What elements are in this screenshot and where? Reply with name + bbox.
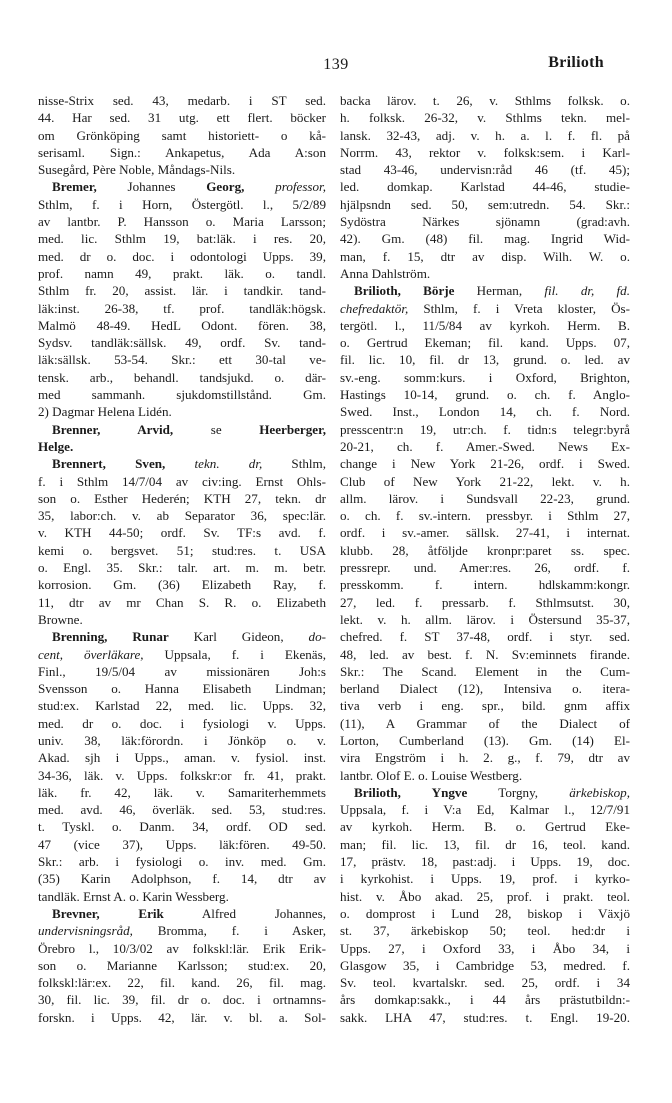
text-line (38, 732, 326, 749)
text-line (38, 940, 326, 957)
entry-text: f. i Sthlm 14/7/04 av civ:ing. Ernst Ohls- (38, 473, 326, 489)
text-line (38, 922, 326, 939)
text-line (38, 957, 326, 974)
entry-text: serisaml. Sign.: Ankapetus, Ada A:son (38, 144, 326, 160)
text-line (340, 438, 630, 455)
entry-text: Uppsala, f. i Ekenäs, (143, 646, 326, 662)
entry-text: med. dr o. doc. i fysiologi v. Upps. (38, 715, 326, 731)
entry-text: av kyrkoh. Herm. B. o. Gertrud Eke- (340, 819, 630, 835)
text-line (38, 542, 326, 559)
text-line (340, 369, 630, 386)
entry-text: Upps. 27, i Oxford 33, i Åbo 34, i (340, 940, 630, 956)
entry-text: 17, prästv. 18, past:adj. i Upps. 19, doc. (340, 854, 630, 870)
text-line (38, 92, 326, 109)
text-line (340, 317, 630, 334)
text-line (38, 611, 326, 628)
entry-text: om Grönköping samt historiett- o kå- (38, 127, 326, 143)
text-line (340, 732, 630, 749)
entry-title: tekn. dr, (165, 456, 263, 472)
entry-text: med. lic. Sthlm 19, bat:läk. i res. 20, (38, 231, 326, 247)
entry-text: Browne. (38, 611, 83, 627)
text-line (38, 697, 326, 714)
entry-text: års domkap:sakk., i 44 års prästutbildn:- (340, 992, 630, 1008)
entry-text: korrosion. Gm. (36) Elizabeth Ray, f. (38, 577, 326, 593)
right-column (340, 92, 630, 1026)
entry-text: sv.-eng. somm:kurs. i Oxford, Brighton, (340, 369, 630, 385)
text-line (38, 524, 326, 541)
entry-text: Sv. teol. kvartalskr. sed. 25, ordf. i 34 (340, 975, 630, 991)
text-line (38, 317, 326, 334)
entry-text: 34-36, läk. v. Upps. folkskr:or fr. 41, prakt. (38, 767, 326, 783)
text-line (38, 646, 326, 663)
entry-text: 42). Gm. (48) fil. mag. Ingrid Wid- (340, 231, 630, 247)
entry-text: tensk. arb., behandl. tandsjukd. o. där- (38, 369, 326, 385)
text-line (38, 213, 326, 230)
entry-text: stad 43-46, undervisn:råd 46 (tf. 45); (340, 162, 630, 178)
entry-title: chefredaktör, (340, 300, 409, 316)
entry-title: professor, (244, 179, 326, 195)
entry-text: Swed. Inst., London 14, ch. f. Nord. (340, 404, 630, 420)
entry-text: vira Engström i h. 2. g., f. 79, dtr av (340, 750, 630, 766)
text-line (38, 230, 326, 247)
entry-text: t. Tyskl. o. Danm. 34, ordf. OD sed. (38, 819, 326, 835)
entry-text: Bromma, f. i Asker, (132, 923, 326, 939)
text-line (340, 265, 630, 282)
text-line (38, 715, 326, 732)
text-line (38, 248, 326, 265)
text-line (38, 628, 326, 645)
text-line (340, 853, 630, 870)
entry-text: Svensson o. Hanna Elisabeth Lindman; (38, 681, 326, 697)
entry-text: Hastings 10-14, grund. o. ch. f. Anglo- (340, 387, 630, 403)
entry-text: läk:inst. 26-38, tf. prof. tandläk:högsk. (38, 300, 326, 316)
entry-text: o. domprost i Lund 28, biskop i Växjö (340, 905, 630, 921)
text-line (38, 991, 326, 1008)
text-line (38, 576, 326, 593)
text-line (38, 265, 326, 282)
text-line (38, 870, 326, 887)
text-line (340, 905, 630, 922)
entry-text: Sydöstra Närkes sjönamn (grad:avh. (340, 214, 630, 230)
text-line (340, 646, 630, 663)
entry-text: Alfred Johannes, (163, 905, 326, 921)
entry-name: Brilioth, Börje (354, 283, 455, 299)
entry-text: (11), A Grammar of the Dialect of (340, 715, 630, 731)
entry-text: son o. Marianne Karlsson; stud:ex. 20, (38, 957, 326, 973)
entry-text: stud:ex. Karlstad 22, med. lic. Upps. 32, (38, 698, 326, 714)
text-line (340, 594, 630, 611)
text-line (38, 818, 326, 835)
entry-text: Malmö 48-49. HedL Odont. fören. 38, (38, 317, 326, 333)
text-line (340, 922, 630, 939)
entry-text: Susegård, Père Noble, Måndags-Nils. (38, 162, 236, 178)
text-line (38, 351, 326, 368)
text-line (38, 680, 326, 697)
entry-text: o. ch. f. sv.-intern. pressbyr. i Sthlm 27, (340, 508, 630, 524)
text-line (340, 957, 630, 974)
text-line (38, 161, 326, 178)
entry-text: change i New York 21-26, ordf. i Swed. (340, 456, 630, 472)
text-line (38, 334, 326, 351)
text-line (38, 1009, 326, 1026)
entry-text: folkskl:lär:ex. 22, fil. kand. 26, fil. mag. (38, 975, 326, 991)
entry-text: 30, fil. lic. 39, fil. dr o. doc. i ortnamns- (38, 992, 326, 1008)
text-line (38, 749, 326, 766)
entry-text: Torgny, (467, 784, 539, 800)
text-line (38, 663, 326, 680)
text-line (38, 594, 326, 611)
text-line (340, 490, 630, 507)
text-line (340, 576, 630, 593)
text-line (340, 127, 630, 144)
entry-text: o. Engl. 35. Skr.: talr. art. m. m. betr. (38, 560, 326, 576)
text-line (38, 559, 326, 576)
text-line (340, 680, 630, 697)
entry-text: Johannes (96, 179, 207, 195)
text-line (340, 421, 630, 438)
text-line (340, 974, 630, 991)
entry-text: lantbr. Olof E. o. Louise Westberg. (340, 767, 523, 783)
text-line (340, 507, 630, 524)
entry-title: cent, överläkare, (38, 646, 144, 662)
entry-text: presskomm. f. intern. hdlskamm:kongr. (340, 577, 630, 593)
text-line (38, 438, 326, 455)
text-line (38, 490, 326, 507)
entry-text: Skr.: arb. i fysiologi o. inv. med. Gm. (38, 854, 326, 870)
entry-name: Brennert, Sven, (52, 456, 166, 472)
text-line (340, 248, 630, 265)
entry-text: lansk. 32-43, adj. v. h. a. l. f. fl. på (340, 127, 630, 143)
text-line (340, 403, 630, 420)
text-line (340, 749, 630, 766)
entry-name: Helge. (38, 438, 74, 454)
text-line (340, 767, 630, 784)
text-line (38, 178, 326, 195)
text-line (340, 715, 630, 732)
entry-text: pressrepr. und. Amer:res. 26, ordf. f. (340, 560, 630, 576)
entry-name: Brilioth, Yngve (354, 784, 468, 800)
entry-text: tandläk. Ernst A. o. Karin Wessberg. (38, 888, 229, 904)
entry-text: 35, labor:ch. v. ab Separator 36, spec:lär. (38, 508, 326, 524)
text-line (38, 767, 326, 784)
entry-text: läk. fr. 42, läk. v. Samariterhemmets (38, 784, 326, 800)
text-line (340, 230, 630, 247)
text-line (38, 888, 326, 905)
entry-name: Heerberger, (259, 421, 326, 437)
text-line (340, 628, 630, 645)
text-line (340, 282, 630, 299)
entry-text: Akad. sjh i Upps., aman. v. fysiol. inst. (38, 750, 326, 766)
entry-text: (35) Karin Adolphson, f. 14, dtr av (38, 871, 326, 887)
entry-text: 48, led. av best. f. N. Sv:eminnets firande. (340, 646, 630, 662)
text-line (340, 663, 630, 680)
entry-text: med. avd. 46, överläk. sed. 53, stud:res. (38, 802, 326, 818)
text-line (38, 507, 326, 524)
text-line (340, 92, 630, 109)
text-line (38, 974, 326, 991)
text-line (38, 801, 326, 818)
entry-text: hist. v. Åbo akad. 25, prof. i prakt. teol. (340, 888, 630, 904)
entry-text: Karl Gideon, (168, 629, 284, 645)
text-line (340, 697, 630, 714)
entry-name: Georg, (206, 179, 245, 195)
text-line (340, 991, 630, 1008)
entry-title: undervisningsråd, (38, 923, 133, 939)
entry-text: Sthlm, f. i Horn, Östergötl. l., 5/2/89 (38, 196, 326, 212)
entry-name: Brevner, Erik (52, 905, 164, 921)
text-line (340, 559, 630, 576)
entry-text: forskn. i Upps. 42, lär. v. bl. a. Sol- (38, 1009, 326, 1025)
text-line (340, 144, 630, 161)
running-head: Brilioth (548, 54, 604, 71)
text-line (340, 801, 630, 818)
entry-text: ordf. i sv.-amer. sällsk. 27-41, i internat. (340, 525, 630, 541)
text-line (38, 403, 326, 420)
entry-text: med sammanh. sjukdomstillstånd. Gm. (38, 387, 326, 403)
entry-text: Finl., 19/5/04 av missionären Joh:s (38, 663, 326, 679)
entry-title: do- (283, 629, 326, 645)
text-line (38, 386, 326, 403)
entry-text: Sthlm fr. 20, assist. lär. i tandkir. tand- (38, 283, 326, 299)
entry-text: presscentr:n 19, utr:ch. f. tidn:s telegr:byrå (340, 421, 630, 437)
entry-text: sakk. LHA 47, stud:res. t. Engl. 19-20. (340, 1009, 630, 1025)
text-line (340, 178, 630, 195)
entry-text: 20-21, ch. f. Amer.-Swed. News Ex- (340, 438, 630, 454)
entry-text: kemi o. bergsvet. 51; stud:res. t. USA (38, 542, 326, 558)
text-line (38, 196, 326, 213)
text-line (38, 144, 326, 161)
entry-text: led. domkap. Karlstad 44-46, studie- (340, 179, 630, 195)
entry-text: berland Dialect (12), Intensiva o. itera- (340, 681, 630, 697)
text-line (38, 282, 326, 299)
entry-text: av lantbr. P. Hansson o. Maria Larsson; (38, 214, 326, 230)
text-line (340, 1009, 630, 1026)
text-line (38, 109, 326, 126)
entry-text: Sydsv. tandläk:sällsk. 49, ordf. Sv. tand- (38, 335, 326, 351)
entry-text: klubb. 28, åtföljde kronpr:paret ss. spec. (340, 542, 630, 558)
entry-text: hjälpsndn sed. 50, sem:utredn. 54. Skr.: (340, 196, 630, 212)
text-line (38, 300, 326, 317)
entry-text: med. dr o. doc. i odontologi Upps. 39, (38, 248, 326, 264)
text-line (340, 473, 630, 490)
entry-text: 27, led. f. pressarb. f. Sthlmsutst. 30, (340, 594, 630, 610)
text-line (340, 334, 630, 351)
entry-text: univ. 38, läk:förordn. i Jönköp o. v. (38, 732, 326, 748)
text-line (38, 473, 326, 490)
text-line (340, 836, 630, 853)
text-line (340, 386, 630, 403)
entry-text: Norrm. 43, rektor v. folksk:sem. i Karl- (340, 144, 630, 160)
entry-text: Herman, (454, 283, 523, 299)
entry-text: Uppsala, f. i V:a Ed, Kalmar l., 12/7/91 (340, 802, 630, 818)
entry-text: Örebro l., 10/3/02 av folkskl:lär. Erik Erik- (38, 940, 326, 956)
text-line (340, 351, 630, 368)
text-line (340, 213, 630, 230)
entry-name: Bremer, (52, 179, 97, 195)
entry-name: Brenner, Arvid, (52, 421, 174, 437)
entry-text: se (173, 421, 260, 437)
text-line (340, 524, 630, 541)
text-line (38, 784, 326, 801)
entry-text: i kyrkohist. i Upps. 19, prof. i kyrko- (340, 871, 630, 887)
entry-text: chefred. f. ST 37-48, ordf. i styr. sed. (340, 629, 630, 645)
entry-text: Anna Dahlström. (340, 265, 431, 281)
entry-text: fil. lic. 10, fil. dr 13, grund. o. led. av (340, 352, 630, 368)
entry-text: Club of New York 21-22, lekt. v. h. (340, 473, 630, 489)
text-line (38, 127, 326, 144)
entry-text: lekt. v. h. allm. lärov. i Östersund 35-37, (340, 611, 630, 627)
entry-text: backa lärov. t. 26, v. Sthlms folksk. o. (340, 93, 630, 108)
text-line (340, 870, 630, 887)
text-line (340, 109, 630, 126)
text-line (38, 905, 326, 922)
entry-text: h. folksk. 26-32, v. Sthlms tekn. mel- (340, 110, 630, 126)
entry-title: ärkebiskop, (538, 784, 630, 800)
text-line (340, 542, 630, 559)
entry-title: fil. dr, fd. (522, 283, 630, 299)
left-column (38, 92, 326, 1026)
text-line (340, 161, 630, 178)
entry-text: allm. lärov. i Sundsvall 22-23, grund. (340, 490, 630, 506)
entry-text: 47 (vice 37), Upps. läk:fören. 49-50. (38, 836, 326, 852)
text-line (340, 196, 630, 213)
entry-text: tergötl. l., 11/5/84 av kyrkoh. Herm. B. (340, 317, 630, 333)
text-line (38, 369, 326, 386)
text-line (38, 836, 326, 853)
entry-text: st. 37, ärkebiskop 50; teol. hed:dr i (340, 923, 630, 939)
entry-text: läk:sällsk. 53-54. Skr.: ett 30-tal ve- (38, 352, 326, 368)
text-line (340, 455, 630, 472)
text-line (340, 611, 630, 628)
entry-text: o. Gertrud Ekeman; fil. kand. Upps. 07, (340, 335, 630, 351)
text-line (38, 421, 326, 438)
entry-text: Skr.: The Scand. Element in the Cum- (340, 663, 630, 679)
entry-text: tiva verb i eng. spr., bild. gnm affix (340, 698, 630, 714)
entry-text: Sthlm, (262, 456, 326, 472)
entry-text: son o. Esther Hederén; KTH 27, tekn. dr (38, 490, 326, 506)
entry-text: 11, dtr av mr Chan S. R. o. Elizabeth (38, 594, 326, 610)
entry-text: nisse-Strix sed. 43, medarb. i ST sed. (38, 93, 326, 108)
entry-text: man; fil. lic. 13, fil. dr 16, teol. kand. (340, 836, 630, 852)
text-line (340, 940, 630, 957)
text-line (340, 300, 630, 317)
text-line (340, 818, 630, 835)
entry-text: prof. namn 49, prakt. läk. o. tandl. (38, 265, 326, 281)
entry-text: v. KTH 44-50; ordf. Sv. TF:s avd. f. (38, 525, 326, 541)
entry-text: Glasgow 35, i Cambridge 53, medred. f. (340, 957, 630, 973)
text-line (38, 853, 326, 870)
entry-text: 44. Har sed. 31 utg. ett flert. böcker (38, 110, 326, 126)
text-line (38, 455, 326, 472)
page-number: 139 (323, 56, 349, 73)
entry-text: Sthlm, f. i Vreta kloster, Ös- (408, 300, 630, 316)
entry-text: man, f. 15, dtr av disp. Wilh. W. o. (340, 248, 630, 264)
text-line (340, 784, 630, 801)
text-line (340, 888, 630, 905)
entry-text: Lorton, Cumberland (13). Gm. (14) El- (340, 732, 630, 748)
entry-name: Brenning, Runar (52, 629, 169, 645)
entry-text: 2) Dagmar Helena Lidén. (38, 404, 172, 420)
